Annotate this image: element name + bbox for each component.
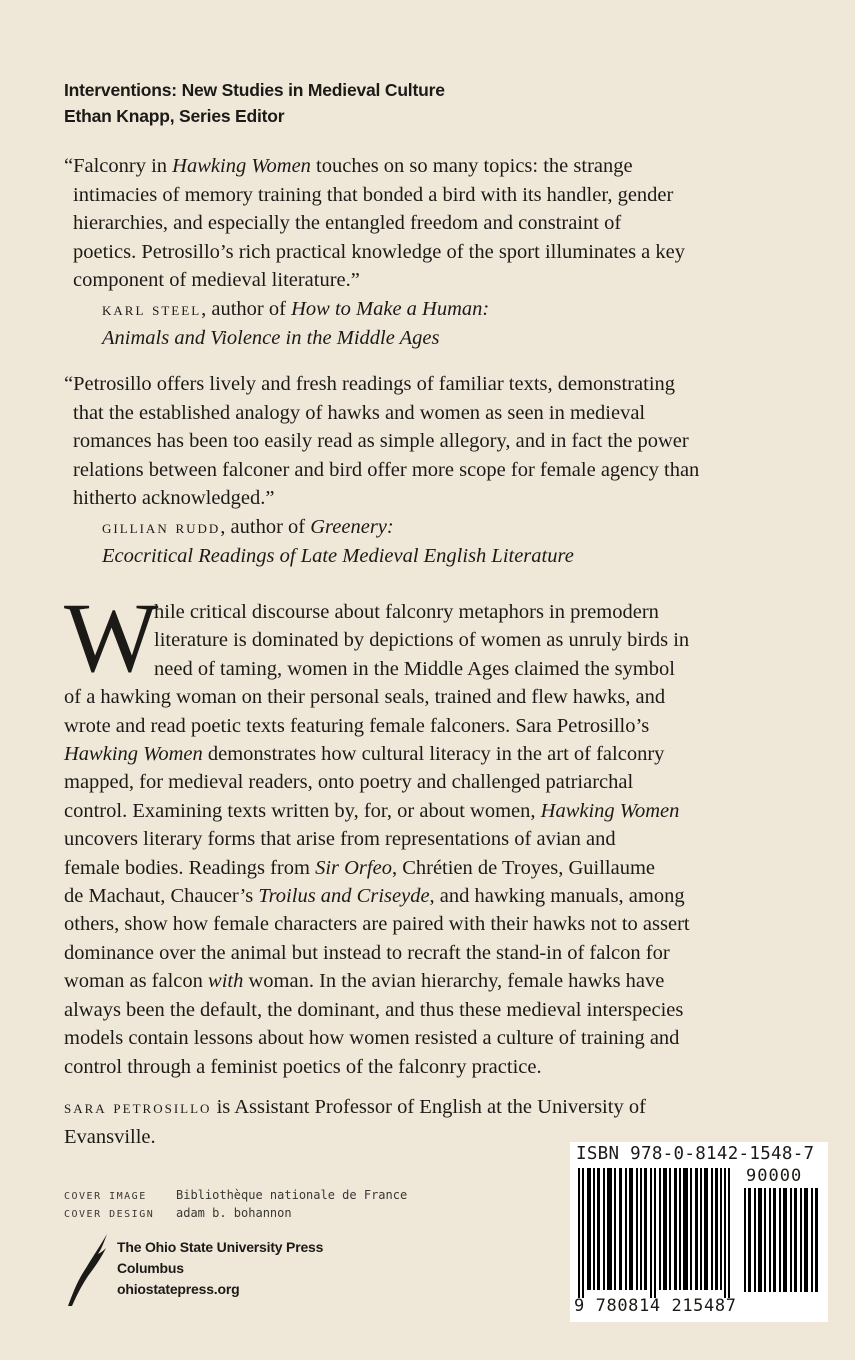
description-line: dominance over the animal but instead to recraft the stand-in of falcon for bbox=[64, 941, 670, 964]
description-line: woman as falcon with woman. In the avian hierarchy, female hawks have bbox=[64, 970, 665, 993]
quote-line: “Falconry in Hawking Women touches on so many topics: the strange bbox=[64, 155, 633, 177]
isbn-barcode bbox=[570, 1142, 828, 1322]
publisher-city: Columbus bbox=[117, 1260, 184, 1276]
feather-quill-icon bbox=[64, 1232, 110, 1308]
price-code: 90000 bbox=[746, 1166, 803, 1186]
description-line: de Machaut, Chaucer’s Troilus and Criseyde, and hawking manuals, among bbox=[64, 885, 685, 908]
description-line: models contain lessons about how women resisted a culture of training and bbox=[64, 1027, 680, 1050]
series-editor: Ethan Knapp, Series Editor bbox=[64, 106, 285, 126]
description-line: literature is dominated by depictions of women as unruly birds in bbox=[154, 629, 690, 652]
description-line: control through a feminist poetics of the falconry practice. bbox=[64, 1055, 542, 1078]
quote-line: component of medieval literature.” bbox=[73, 269, 360, 291]
blurb-attribution-cont: Ecocritical Readings of Late Medieval English Literature bbox=[102, 545, 574, 567]
publisher-url[interactable]: ohiostatepress.org bbox=[117, 1281, 240, 1297]
description-line: Hawking Women demonstrates how cultural literacy in the art of falconry bbox=[64, 743, 665, 766]
book-description bbox=[64, 598, 764, 1081]
drop-cap: W bbox=[64, 582, 159, 693]
blurb-author-name: gillian rudd bbox=[102, 516, 221, 538]
quote-line: relations between falconer and bird offer more scope for female agency than bbox=[73, 458, 700, 481]
cover-design-value: adam b. bohannon bbox=[176, 1206, 292, 1220]
blurb-author-name: karl steel bbox=[102, 298, 202, 320]
blurb-book-title: How to Make a Human: bbox=[291, 297, 490, 320]
blurb-steel bbox=[64, 152, 754, 353]
description-line: uncovers literary forms that arise from representations of avian and bbox=[64, 828, 616, 851]
quote-line: that the established analogy of hawks and women as seen in medieval bbox=[73, 401, 646, 424]
description-line: mapped, for medieval readers, onto poetry and challenged patriarchal bbox=[64, 771, 634, 794]
description-line: always been the default, the dominant, and thus these medieval interspecies bbox=[64, 998, 684, 1021]
quote-line: hitherto acknowledged.” bbox=[73, 487, 275, 509]
blurb-attribution-cont: Animals and Violence in the Middle Ages bbox=[102, 327, 440, 349]
ean-barcode-bars bbox=[578, 1168, 738, 1298]
blurb-attribution: gillian rudd, author of Greenery: bbox=[102, 515, 394, 538]
barcode-digits: 9 780814 215487 bbox=[574, 1296, 737, 1316]
series-title: Interventions: New Studies in Medieval Culture bbox=[64, 80, 445, 100]
quote-line: hierarchies, and especially the entangled freedom and constraint of bbox=[73, 212, 622, 234]
publisher-name: The Ohio State University Press bbox=[117, 1239, 324, 1255]
price-barcode-bars bbox=[744, 1188, 820, 1292]
quote-line: intimacies of memory training that bonded a bird with its handler, gender bbox=[73, 183, 674, 206]
description-line: female bodies. Readings from Sir Orfeo, Chrétien de Troyes, Guillaume bbox=[64, 856, 655, 879]
quote-line: “Petrosillo offers lively and fresh readings of familiar texts, demonstrating bbox=[64, 373, 676, 395]
author-name: sara petrosillo bbox=[64, 1097, 212, 1118]
quote-line: romances has been too easily read as simple allegory, and in fact the power bbox=[73, 430, 689, 452]
publisher-block bbox=[64, 1232, 364, 1312]
quote-line: poetics. Petrosillo’s rich practical knowledge of the sport illuminates a key bbox=[73, 240, 685, 263]
blurb-attribution: karl steel, author of How to Make a Human: bbox=[102, 297, 490, 320]
description-line: control. Examining texts written by, for, or about women, Hawking Women bbox=[64, 799, 680, 822]
cover-credits bbox=[64, 1187, 407, 1223]
cover-image-value: Bibliothèque nationale de France bbox=[176, 1188, 408, 1202]
author-bio-line: Evansville. bbox=[64, 1125, 156, 1148]
blurb-rudd bbox=[64, 370, 754, 571]
cover-image-label: COVER IMAGE bbox=[64, 1191, 147, 1202]
description-line: hile critical discourse about falconry metaphors in premodern bbox=[154, 601, 659, 623]
description-line: need of taming, women in the Middle Ages claimed the symbol bbox=[154, 657, 675, 680]
description-line: wrote and read poetic texts featuring female falconers. Sara Petrosillo’s bbox=[64, 714, 650, 737]
isbn-text: ISBN 978-0-8142-1548-7 bbox=[576, 1144, 815, 1164]
description-line: of a hawking woman on their personal seals, trained and flew hawks, and bbox=[64, 686, 666, 709]
series-block bbox=[64, 77, 445, 129]
author-bio: sara petrosillo is Assistant Professor of English at the University of Evansville. bbox=[64, 1093, 646, 1151]
blurb-book-title: Greenery: bbox=[310, 515, 394, 538]
cover-design-label: COVER DESIGN bbox=[64, 1209, 155, 1220]
description-line: others, show how female characters are paired with their hawks not to assert bbox=[64, 913, 690, 936]
